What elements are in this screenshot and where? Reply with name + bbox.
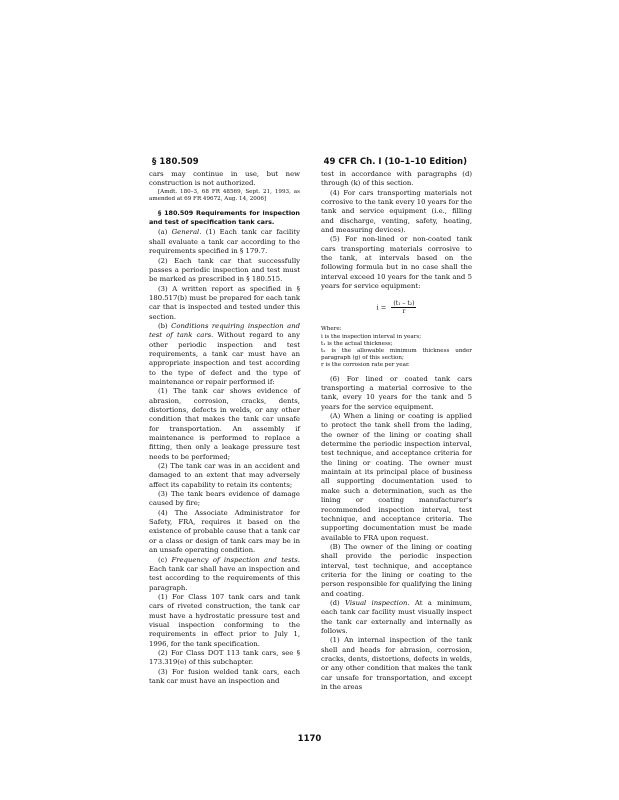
paragraph-d-body: At a minimum, each tank car facility must visually inspect the tank car externally and internally as follows. [321, 598, 473, 635]
paragraph: (1) For Class 107 tank cars and tank cars of riveted construction, the tank car must have a hydrostatic pressure test and visual inspection conforming to the requirements in effect prior to July 1, 1996, for the tank specification. [149, 592, 300, 648]
paragraph-d-label: (d) [330, 598, 346, 607]
paragraph-b [149, 322, 300, 387]
definition: i is the inspection interval in years; [321, 333, 422, 340]
paragraph-c-label: (c) [158, 555, 172, 564]
paragraph-a-body: (1) Each tank car facility shall evaluate a tank car according to the requirements specified in § 179.7. [149, 228, 300, 256]
paragraph: (2) The tank car was in an accident and damaged to an extent that may adversely affect its capability to retain its contents; [149, 462, 300, 489]
page-number: 1170 [297, 734, 322, 744]
paragraph: (1) The tank car shows evidence of abrasion, corrosion, cracks, dents, distortions, defects in welds, or any other condition that makes the tank car unsafe for transportation. An assembly if maintenance is performed to replace a fitting, then only a leakage pressure test needs to be performed; [149, 387, 300, 461]
paragraph: (4) For cars transporting materials not corrosive to the tank every 10 years for the tank and service equipment (i.e., filling and discharge, venting, safety, heating, and measuring devices). [321, 188, 472, 235]
paragraph: (2) For Class DOT 113 tank cars, see § 173.319(e) of this subchapter. [149, 648, 300, 667]
left-column [149, 170, 300, 686]
right-column [321, 170, 472, 692]
paragraph: (3) For fusion welded tank cars, each tank car must have an inspection and [149, 667, 300, 685]
paragraph: (4) The Associate Administrator for Safety, FRA, requires it based on the existence of probable cause that a tank car or a class or design of tank cars may be in an unsafe operating condition. [149, 508, 300, 555]
paragraph: (3) A written report as specified in § 180.517(b) must be prepared for each tank car that is inspected and tested under this section. [149, 284, 300, 321]
interval-formula [321, 300, 472, 315]
paragraph: (A) When a lining or coating is applied to protect the tank shell from the lading, the owner of the lining or coating shall determine the periodic inspection interval, test technique, and acceptance criteria for the lining or coating. The owner must maintain at its principal place of business all supporting documentation used to make such a determination, such as the lining or coating manufacturer's recommended inspection interval, test technique, and acceptance criteria. The supporting documentation must be made available to FRA upon request. [321, 412, 472, 542]
where-label: Where: [321, 326, 342, 333]
paragraph-b-label: (b) [158, 321, 172, 330]
paragraph-d-heading: Visual inspection. [345, 598, 410, 607]
paragraph-d [321, 599, 472, 636]
paragraph-a [149, 228, 300, 256]
paragraph-a-label: (a) [158, 228, 172, 237]
section-heading: § 180.509 Requirements for inspection and test of specification tank cars. [149, 209, 300, 226]
paragraph-a-heading: General. [171, 228, 202, 237]
title-header: 49 CFR Ch. I (10–1–10 Edition) [323, 157, 467, 167]
paragraph: (2) Each tank car that successfully passes a periodic inspection and test must be marked as prescribed in § 180.515. [149, 256, 300, 284]
section-header: § 180.509 [152, 157, 199, 167]
amendment-note: [Amdt. 180–3, 68 FR 48569, Sept. 21, 1993, as amended at 69 FR 49672, Aug. 14, 2006] [149, 188, 300, 203]
paragraph: (3) The tank bears evidence of damage caused by fire; [149, 490, 300, 508]
paragraph: (1) An internal inspection of the tank shell and heads for abrasion, corrosion, cracks, dents, distortions, defects in welds, or any other condition that makes the tank car unsafe for transportation, and except in the areas [321, 636, 472, 692]
formula-lhs: i = [376, 303, 387, 312]
definition: r is the corrosion rate per year. [321, 362, 410, 369]
definition: t₁ is the actual thickness; [321, 340, 393, 347]
paragraph-b-body: Without regard to any other periodic inspection and test requirements, a tank car must have an appropriate inspection and test according to the type of defect and the type of maintenance or repair performed if: [149, 331, 300, 386]
definition: t₂ is the allowable minimum thickness under paragraph (g) of this section; [321, 348, 472, 362]
paragraph: test in accordance with paragraphs (d) through (k) of this section. [321, 170, 472, 188]
formula-denominator: r [402, 308, 406, 316]
formula-definitions [321, 326, 472, 369]
paragraph: cars may continue in use, but new construction is not authorized. [149, 170, 300, 188]
formula-fraction [391, 300, 416, 315]
paragraph: (5) For non-lined or non-coated tank cars transporting materials corrosive to the tank, at intervals based on the following formula but in no case shall the interval exceed 10 years for the tank and 5 years for service equipment: [321, 235, 472, 291]
paragraph-c-body: Each tank car shall have an inspection and test according to the requirements of this paragraph. [149, 564, 300, 592]
paragraph: (B) The owner of the lining or coating shall provide the periodic inspection interval, test technique, and acceptance criteria for the lining or coating to the person responsible for qualifying the lining and coating. [321, 542, 472, 598]
paragraph-c-heading: Frequency of inspection and tests. [171, 555, 300, 564]
formula-numerator: (t₁ – t₂) [393, 300, 415, 308]
paragraph: (6) For lined or coated tank cars transporting a material corrosive to the tank, every 10 years for the tank and 5 years for the service equipment. [321, 374, 472, 411]
paragraph-b-heading: Conditions requiring inspection and test of tank cars. [149, 321, 300, 340]
paragraph-c [149, 556, 300, 593]
